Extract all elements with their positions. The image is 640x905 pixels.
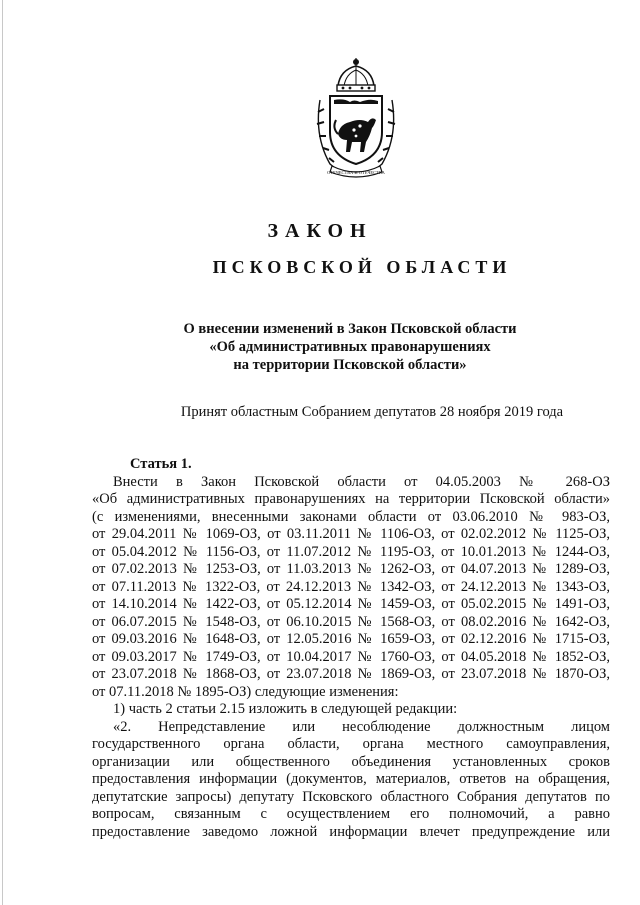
subject-line: О внесении изменений в Закон Псковской области: [183, 321, 517, 337]
region-title: ПСКОВСКОЙ ОБЛАСТИ: [212, 257, 512, 277]
body-line: предоставление заведомо ложной информации влечет предупреждение или: [92, 823, 610, 840]
body-line: от 14.10.2014 № 1422-ОЗ, от 05.12.2014 № 1459-ОЗ, от 05.02.2015 № 1491-ОЗ,: [92, 596, 610, 612]
body-line: Внести в Закон Псковской области от 04.05.2003 № 268-ОЗ: [113, 473, 610, 490]
body-line: «Об административных правонарушениях на территории Псковской области»: [92, 491, 610, 507]
body-line: государственного органа области, органа местного самоуправления,: [92, 736, 610, 752]
article-heading: Статья 1.: [130, 456, 192, 472]
body-line: от 07.02.2013 № 1253-ОЗ, от 11.03.2013 № 1262-ОЗ, от 04.07.2013 № 1289-ОЗ,: [92, 561, 610, 577]
law-body: [92, 456, 610, 841]
law-subject: [0, 320, 640, 374]
law-title: ЗАКОН: [267, 220, 373, 242]
body-line: вопросам, связанным с осуществлением его полномочий, а равно: [92, 806, 610, 822]
body-line: от 05.04.2012 № 1156-ОЗ, от 11.07.2012 № 1195-ОЗ, от 10.01.2013 № 1244-ОЗ,: [92, 543, 610, 560]
pskov-coat-of-arms-icon: [310, 56, 402, 180]
body-line: организации или общественного объединения установленных сроков: [92, 753, 610, 770]
body-line: (с изменениями, внесенными законами области от 03.06.2010 № 983-ОЗ,: [92, 508, 610, 525]
body-line: от 09.03.2017 № 1749-ОЗ, от 10.04.2017 № 1760-ОЗ, от 04.05.2018 № 1852-ОЗ,: [92, 648, 610, 665]
subject-line: на территории Псковской области»: [233, 357, 467, 373]
body-line: от 23.07.2018 № 1868-ОЗ, от 23.07.2018 № 1869-ОЗ, от 23.07.2018 № 1870-ОЗ,: [92, 666, 610, 682]
subject-line: «Об административных правонарушениях: [209, 339, 491, 355]
svg-text:ОТЕЧЕСТВА И ОТЕЧЕСТВА: ОТЕЧЕСТВА И ОТЕЧЕСТВА: [327, 170, 385, 175]
body-line: 1) часть 2 статьи 2.15 изложить в следующей редакции:: [113, 701, 458, 717]
body-line: от 06.07.2015 № 1548-ОЗ, от 06.10.2015 № 1568-ОЗ, от 08.02.2016 № 1642-ОЗ,: [92, 613, 610, 630]
scan-edge-line: [2, 0, 3, 905]
body-line: от 09.03.2016 № 1648-ОЗ, от 12.05.2016 № 1659-ОЗ, от 02.12.2016 № 1715-ОЗ,: [92, 631, 610, 647]
body-line: от 07.11.2013 № 1322-ОЗ, от 24.12.2013 № 1342-ОЗ, от 24.12.2013 № 1343-ОЗ,: [92, 578, 610, 595]
body-line: депутатские запросы) депутату Псковского областного Собрания депутатов по: [92, 788, 610, 805]
body-line: от 07.11.2018 № 1895-ОЗ) следующие изменения:: [92, 683, 399, 700]
body-line: от 29.04.2011 № 1069-ОЗ, от 03.11.2011 № 1106-ОЗ, от 02.02.2012 № 1125-ОЗ,: [92, 526, 610, 542]
body-line: предоставления информации (документов, материалов, ответов на обращения,: [92, 771, 610, 787]
adoption-note: Принят областным Собранием депутатов 28 ноября 2019 года: [180, 404, 564, 420]
body-line: «2. Непредставление или несоблюдение должностным лицом: [113, 718, 610, 735]
